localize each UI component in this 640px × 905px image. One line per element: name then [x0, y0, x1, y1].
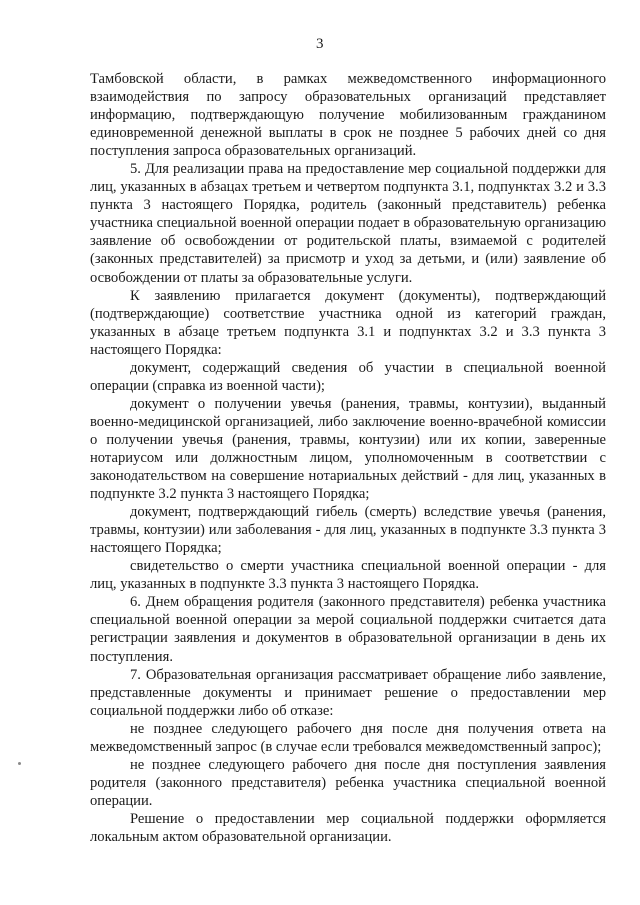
paragraph-continuation: Тамбовской области, в рамках межведомственного информационного взаимодействия по запросу образовательных организаций представляет информацию, подтверждающую получение мобилизованным гражданином единовременной денежной выплаты в срок не позднее 5 рабочих дней со дня поступления запроса образовательных организаций.: [90, 71, 606, 160]
paragraph-doc-participation: документ, содержащий сведения об участии в специальной военной операции (справка из военной части);: [90, 359, 606, 394]
paragraph-attachments-intro: К заявлению прилагается документ (документы), подтверждающий (подтверждающие) соответствие участника одной из категорий граждан, указанных в абзаце третьем подпункта 3.1 и подпунктах 3.2 и 3.3 пункта 3 настоящего Порядка:: [90, 287, 606, 358]
scan-speck: [18, 762, 21, 765]
paragraph-item-6: 6. Днем обращения родителя (законного представителя) ребенка участника специальной военной операции за мерой социальной поддержки считается дата регистрации заявления и документов в образовательной организации в день их поступления.: [90, 594, 606, 665]
paragraph-deadline-application: не позднее следующего рабочего дня после дня поступления заявления родителя (законного представителя) ребенка участника специальной военной операции.: [90, 756, 606, 809]
paragraph-death-certificate: свидетельство о смерти участника специальной военной операции - для лиц, указанных в подпункте 3.3 пункта 3 настоящего Порядка.: [90, 558, 606, 593]
paragraph-deadline-interagency: не позднее следующего рабочего дня после дня получения ответа на межведомственный запрос (в случае если требовался межведомственный запрос);: [90, 720, 606, 755]
document-body: [90, 70, 606, 846]
paragraph-item-7: 7. Образовательная организация рассматривает обращение либо заявление, представленные документы и принимает решение о предоставлении мер социальной поддержки либо об отказе:: [90, 666, 606, 719]
paragraph-doc-death: документ, подтверждающий гибель (смерть) вследствие увечья (ранения, травмы, контузии) или заболевания - для лиц, указанных в подпункте 3.3 пункта 3 настоящего Порядка;: [90, 504, 606, 557]
paragraph-decision: Решение о предоставлении мер социальной поддержки оформляется локальным актом образовательной организации.: [90, 810, 606, 845]
paragraph-doc-injury: документ о получении увечья (ранения, травмы, контузии), выданный военно-медицинской организацией, либо заключение военно-врачебной комиссии о получении увечья (ранения, травмы, контузии) или их копии, заверенные нотариусом или должностным лицом, уполномоченным в соответствии с законодательством на совершение нотариальных действий - для лиц, указанных в подпункте 3.2 пункта 3 настоящего Порядка;: [90, 395, 606, 503]
page-number: 3: [316, 36, 324, 52]
paragraph-item-5: 5. Для реализации права на предоставление мер социальной поддержки для лиц, указанных в абзацах третьем и четвертом подпункта 3.1, подпунктах 3.2 и 3.3 пункта 3 настоящего Порядка, родитель (законный представитель) ребенка участника специальной военной операции подает в образовательную организацию заявление об освобождении от родительской платы, взимаемой с родителей (законных представителей) за присмотр и уход за детьми, и (или) заявление об освобождении от платы за образовательные услуги.: [90, 161, 606, 286]
